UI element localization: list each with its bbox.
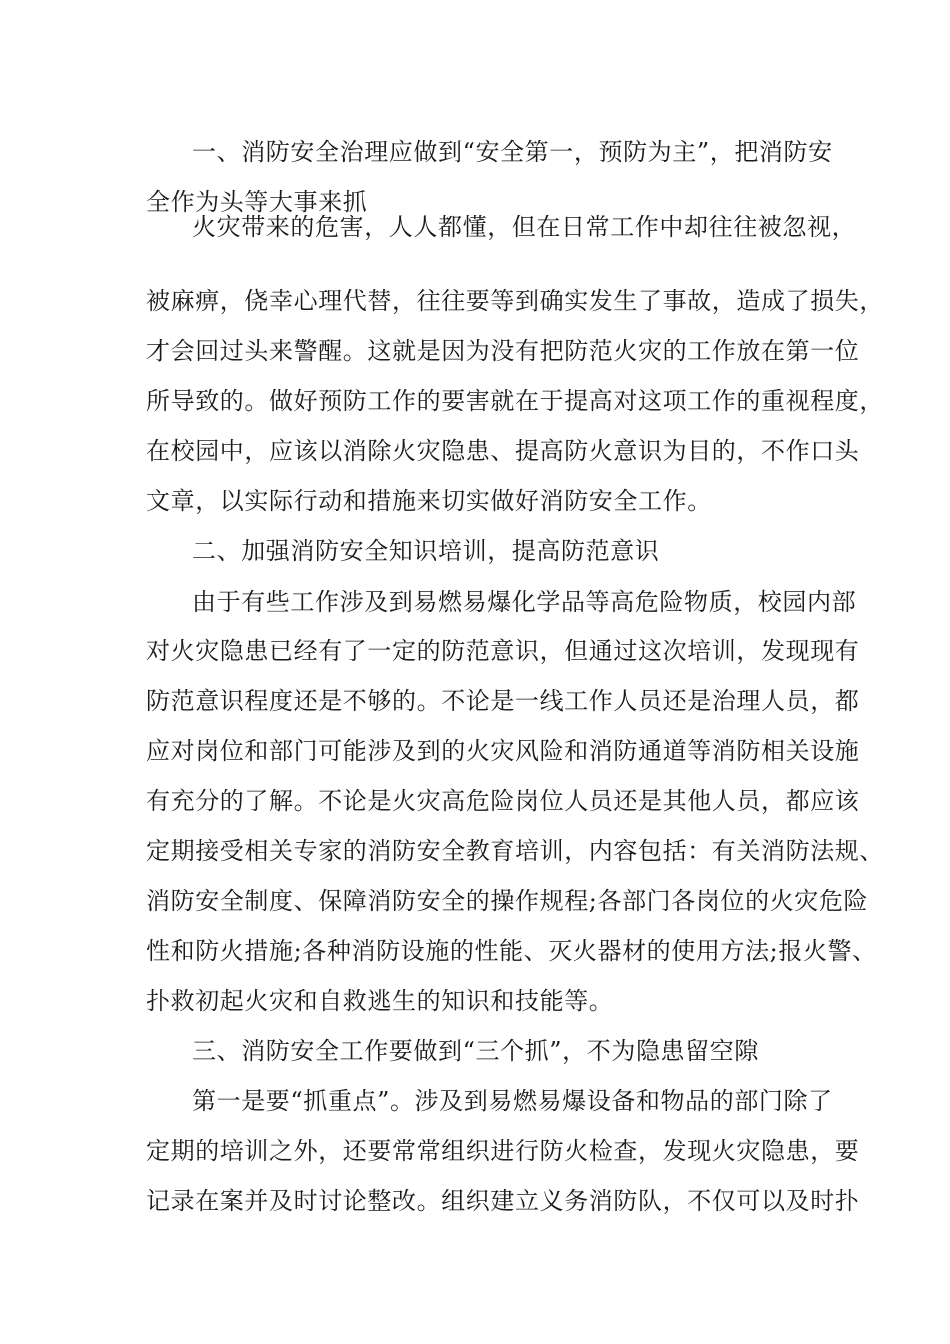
paragraph-line: 才会回过头来警醒。这就是因为没有把防范火灾的工作放在第一位 — [146, 337, 860, 365]
paragraph-line: 记录在案并及时讨论整改。组织建立义务消防队，不仅可以及时扑 — [146, 1187, 860, 1215]
paragraph-line: 定期接受相关专家的消防安全教育培训，内容包括：有关消防法规、 — [146, 837, 884, 865]
paragraph-line: 扑救初起火灾和自救逃生的知识和技能等。 — [146, 987, 614, 1015]
paragraph-line: 第一是要“抓重点”。涉及到易燃易爆设备和物品的部门除了 — [192, 1087, 833, 1115]
paragraph-line: 被麻痹，侥幸心理代替，往往要等到确实发生了事故，造成了损失， — [146, 287, 884, 315]
paragraph-line: 定期的培训之外，还要常常组织进行防火检查，发现火灾隐患，要 — [146, 1137, 860, 1165]
paragraph-line: 火灾带来的危害，人人都懂，但在日常工作中却往往被忽视， — [192, 213, 857, 241]
paragraph-line: 文章，以实际行动和措施来切实做好消防安全工作。 — [146, 487, 712, 515]
paragraph-line: 由于有些工作涉及到易燃易爆化学品等高危险物质，校园内部 — [192, 588, 857, 616]
section-heading-2: 二、加强消防安全知识培训，提高防范意识 — [192, 537, 660, 565]
section-heading-1-cont: 全作为头等大事来抓 — [146, 188, 368, 216]
paragraph-line: 防范意识程度还是不够的。不论是一线工作人员还是治理人员，都 — [146, 687, 860, 715]
paragraph-line: 性和防火措施;各种消防设施的性能、灭火器材的使用方法;报火警、 — [146, 937, 877, 965]
paragraph-line: 有充分的了解。不论是火灾高危险岗位人员还是其他人员，都应该 — [146, 787, 860, 815]
paragraph-line: 所导致的。做好预防工作的要害就在于提高对这项工作的重视程度， — [146, 387, 884, 415]
paragraph-line: 消防安全制度、保障消防安全的操作规程;各部门各岗位的火灾危险 — [146, 887, 869, 915]
paragraph-line: 在校园中，应该以消除火灾隐患、提高防火意识为目的，不作口头 — [146, 437, 860, 465]
paragraph-line: 应对岗位和部门可能涉及到的火灾风险和消防通道等消防相关设施 — [146, 737, 860, 765]
section-heading-1: 一、消防安全治理应做到“安全第一，预防为主”，把消防安 — [192, 138, 833, 166]
section-heading-3: 三、消防安全工作要做到“三个抓”，不为隐患留空隙 — [192, 1037, 759, 1065]
paragraph-line: 对火灾隐患已经有了一定的防范意识，但通过这次培训，发现现有 — [146, 637, 860, 665]
